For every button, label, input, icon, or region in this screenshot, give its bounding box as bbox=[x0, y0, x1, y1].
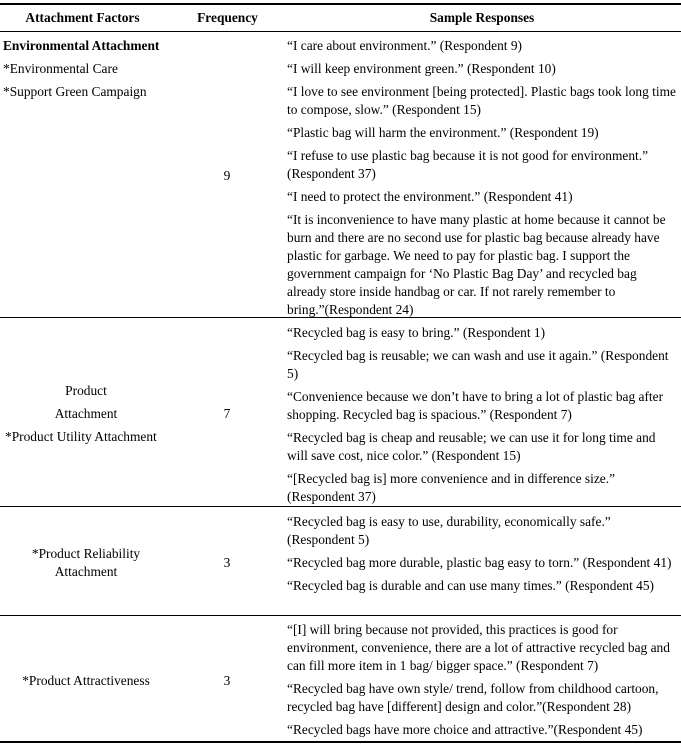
factor-subitem: *Support Green Campaign bbox=[3, 84, 147, 99]
factor-subitem: *Product Utility Attachment bbox=[5, 429, 157, 444]
header-bottom-rule bbox=[0, 31, 681, 32]
section-divider bbox=[0, 615, 681, 616]
frequency-value: 3 bbox=[223, 555, 231, 570]
factor-title: Attachment bbox=[54, 406, 118, 421]
header-attachment-factors: Attachment Factors bbox=[25, 10, 140, 25]
response-item: “I will keep environment green.” (Respondent 10) bbox=[287, 61, 556, 76]
response-item: “Recycled bag is durable and can use many times.” (Respondent 45) bbox=[287, 578, 655, 593]
frequency-value: 7 bbox=[223, 406, 231, 421]
factor-title: *Product Attractiveness bbox=[22, 673, 150, 688]
sample-responses bbox=[287, 513, 677, 595]
factor-title: Environmental Attachment bbox=[3, 38, 160, 53]
sample-responses bbox=[287, 621, 677, 739]
response-item: “I refuse to use plastic bag because it is not good for environment.” (Respondent 37) bbox=[287, 148, 649, 181]
response-item: “Recycled bag is easy to bring.” (Respondent 1) bbox=[287, 325, 546, 340]
response-item: “Recycled bags have more choice and attractive.”(Respondent 45) bbox=[287, 722, 643, 737]
response-item: “I care about environment.” (Respondent 9) bbox=[287, 38, 522, 53]
frequency-value: 3 bbox=[223, 673, 231, 688]
response-item: “I need to protect the environment.” (Respondent 41) bbox=[287, 189, 573, 204]
response-item: “Recycled bag more durable, plastic bag easy to torn.” (Respondent 41) bbox=[287, 555, 672, 570]
table-bottom-rule bbox=[0, 741, 681, 743]
response-item: “Recycled bag is reusable; we can wash and use it again.” (Respondent 5) bbox=[287, 348, 669, 381]
factor-subitem: *Environmental Care bbox=[3, 61, 118, 76]
response-item: “[Recycled bag is] more convenience and in difference size.” (Respondent 37) bbox=[287, 471, 616, 504]
response-item: “Recycled bag is cheap and reusable; we can use it for long time and will save cost, nice color.” (Respondent 15) bbox=[287, 430, 656, 463]
response-item: “I love to see environment [being protected]. Plastic bags took long time to compose, slow.” (Respondent 15) bbox=[287, 84, 676, 117]
header-sample-responses: Sample Responses bbox=[429, 10, 535, 25]
table-top-rule bbox=[0, 3, 681, 5]
header-frequency: Frequency bbox=[197, 10, 258, 25]
factor-title: *Product Reliability bbox=[31, 546, 141, 561]
response-item: “Recycled bag is easy to use, durability, economically safe.” (Respondent 5) bbox=[287, 514, 611, 547]
sample-responses bbox=[287, 324, 677, 506]
section-divider bbox=[0, 506, 681, 507]
factor-title: Attachment bbox=[54, 564, 118, 579]
sample-responses bbox=[287, 37, 677, 319]
response-item: “[I] will bring because not provided, this practices is good for environment, convenience, there are a lot of attractive recycled bag and can fill more item in 1 bag/ bigger space.” (Respondent 7) bbox=[287, 622, 670, 673]
response-item: “Convenience because we don’t have to bring a lot of plastic bag after shopping. Recycled bag is spacious.” (Respondent 7) bbox=[287, 389, 664, 422]
frequency-value: 9 bbox=[223, 168, 231, 183]
response-item: “Recycled bag have own style/ trend, follow from childhood cartoon, recycled bag have [different] design and color.”(Respondent 28) bbox=[287, 681, 659, 714]
response-item: “It is inconvenience to have many plastic at home because it cannot be burn and there are no second use for plastic bag because already have plastic for garbage. We need to pay for plastic bag. I support the government campaign for ‘No Plastic Bag Day’ and recycled bag already store inside handbag or car. If not rarely remember to bring.”(Respondent 24) bbox=[287, 212, 666, 317]
factor-title: Product bbox=[65, 383, 107, 398]
response-item: “Plastic bag will harm the environment.” (Respondent 19) bbox=[287, 125, 599, 140]
